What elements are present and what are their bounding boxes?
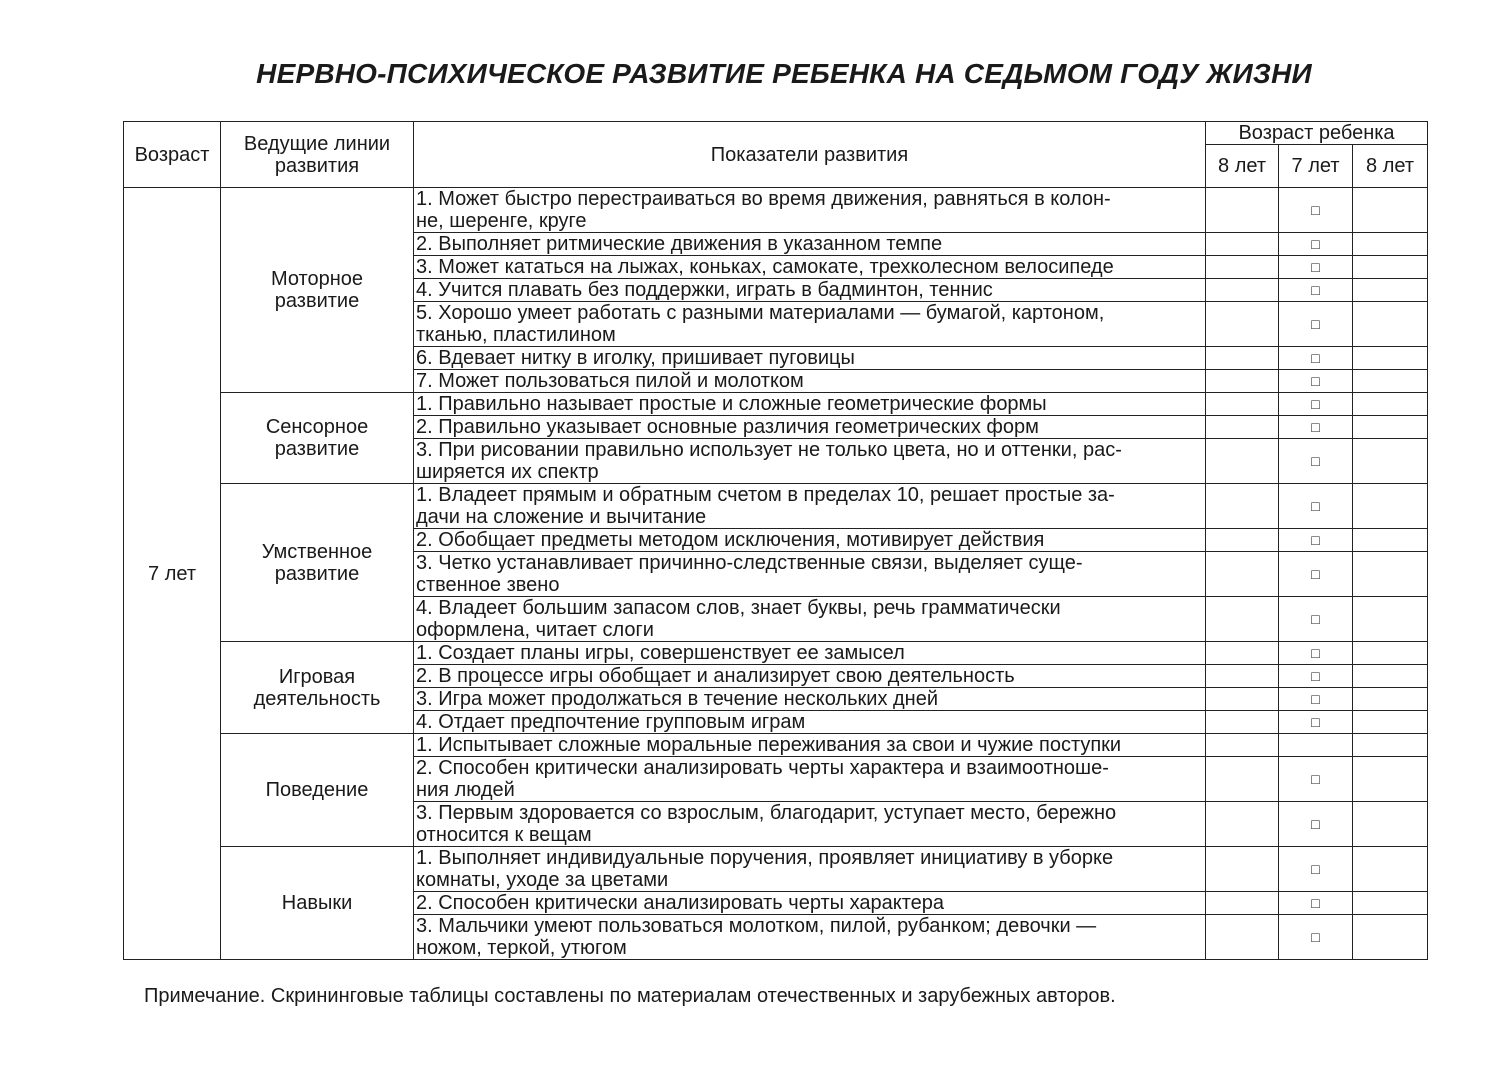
age-mark-cell bbox=[1353, 256, 1428, 279]
age-mark-cell bbox=[1206, 279, 1279, 302]
table-body bbox=[124, 188, 1428, 960]
age-mark-cell bbox=[1206, 347, 1279, 370]
age-mark-cell[interactable] bbox=[1279, 416, 1353, 439]
checkbox-icon[interactable]: □ bbox=[1311, 453, 1320, 469]
development-line-label: Навыки bbox=[281, 892, 353, 914]
indicator-text: 1. Может быстро перестраиваться во время движения, равняться в колон- не, шеренге, круге bbox=[414, 188, 1206, 233]
age-mark-cell bbox=[1353, 915, 1428, 960]
age-mark-cell[interactable] bbox=[1279, 688, 1353, 711]
checkbox-icon[interactable]: □ bbox=[1311, 282, 1320, 298]
age-mark-cell bbox=[1206, 597, 1279, 642]
indicator-text: 1. Выполняет индивидуальные поручения, проявляет инициативу в уборке комнаты, уходе за цветами bbox=[414, 847, 1206, 892]
screening-table bbox=[123, 121, 1428, 960]
age-mark-cell[interactable] bbox=[1279, 279, 1353, 302]
checkbox-icon[interactable]: □ bbox=[1311, 714, 1320, 730]
age-mark-cell bbox=[1353, 642, 1428, 665]
age-mark-cell bbox=[1206, 757, 1279, 802]
age-mark-cell[interactable] bbox=[1279, 892, 1353, 915]
age-mark-cell bbox=[1206, 302, 1279, 347]
header-lines bbox=[221, 122, 414, 188]
age-mark-cell bbox=[1206, 529, 1279, 552]
indicator-text: 1. Правильно называет простые и сложные геометрические формы bbox=[414, 393, 1206, 416]
age-mark-cell bbox=[1353, 188, 1428, 233]
header-col-2: 7 лет bbox=[1279, 145, 1353, 188]
checkbox-icon[interactable]: □ bbox=[1311, 532, 1320, 548]
table-row bbox=[124, 734, 1428, 757]
indicator-text: 1. Создает планы игры, совершенствует ее замысел bbox=[414, 642, 1206, 665]
indicator-text: 3. При рисовании правильно использует не только цвета, но и оттенки, рас- ширяется их спектр bbox=[414, 439, 1206, 484]
age-mark-cell bbox=[1353, 484, 1428, 529]
table-row bbox=[124, 642, 1428, 665]
checkbox-icon[interactable]: □ bbox=[1311, 861, 1320, 877]
age-mark-cell[interactable] bbox=[1279, 233, 1353, 256]
age-mark-cell[interactable] bbox=[1279, 439, 1353, 484]
age-mark-cell bbox=[1353, 439, 1428, 484]
age-mark-cell bbox=[1353, 233, 1428, 256]
age-mark-cell bbox=[1206, 484, 1279, 529]
footnote: Примечание. Скрининговые таблицы составлены по материалам отечественных и зарубежных авторов. bbox=[144, 985, 1116, 1007]
age-mark-cell bbox=[1353, 802, 1428, 847]
development-line-label: Сенсорное bbox=[265, 416, 369, 438]
checkbox-icon[interactable]: □ bbox=[1311, 350, 1320, 366]
age-mark-cell bbox=[1206, 256, 1279, 279]
age-cell: 7 лет bbox=[124, 188, 221, 960]
indicator-text: 2. Обобщает предметы методом исключения, мотивирует действия bbox=[414, 529, 1206, 552]
age-mark-cell bbox=[1206, 892, 1279, 915]
age-mark-cell[interactable] bbox=[1279, 256, 1353, 279]
indicator-text: 1. Владеет прямым и обратным счетом в пределах 10, решает простые за- дачи на сложение и вычитание bbox=[414, 484, 1206, 529]
age-mark-cell[interactable] bbox=[1279, 302, 1353, 347]
age-mark-cell[interactable] bbox=[1279, 188, 1353, 233]
indicator-text: 7. Может пользоваться пилой и молотком bbox=[414, 370, 1206, 393]
indicator-text: 3. Мальчики умеют пользоваться молотком, пилой, рубанком; девочки — ножом, теркой, утюгом bbox=[414, 915, 1206, 960]
header-col-3: 8 лет bbox=[1353, 145, 1428, 188]
checkbox-icon[interactable]: □ bbox=[1311, 816, 1320, 832]
indicator-text: 3. Первым здоровается со взрослым, благодарит, уступает место, бережно относится к вещам bbox=[414, 802, 1206, 847]
development-line bbox=[221, 188, 414, 393]
age-mark-cell bbox=[1206, 439, 1279, 484]
age-mark-cell bbox=[1206, 734, 1279, 757]
header-lines-line2: развития bbox=[274, 154, 360, 177]
age-mark-cell bbox=[1353, 688, 1428, 711]
indicator-text: 2. Правильно указывает основные различия геометрических форм bbox=[414, 416, 1206, 439]
age-mark-cell[interactable] bbox=[1279, 370, 1353, 393]
age-mark-cell bbox=[1206, 416, 1279, 439]
checkbox-icon[interactable]: □ bbox=[1311, 373, 1320, 389]
age-mark-cell[interactable] bbox=[1279, 802, 1353, 847]
checkbox-icon[interactable]: □ bbox=[1311, 668, 1320, 684]
age-mark-cell bbox=[1353, 370, 1428, 393]
age-mark-cell bbox=[1206, 665, 1279, 688]
age-mark-cell bbox=[1353, 347, 1428, 370]
checkbox-icon[interactable]: □ bbox=[1311, 929, 1320, 945]
age-mark-cell[interactable] bbox=[1279, 757, 1353, 802]
indicator-text: 2. В процессе игры обобщает и анализирует свою деятельность bbox=[414, 665, 1206, 688]
age-mark-cell[interactable] bbox=[1279, 642, 1353, 665]
development-line bbox=[221, 642, 414, 734]
checkbox-icon[interactable]: □ bbox=[1311, 316, 1320, 332]
age-mark-cell bbox=[1353, 892, 1428, 915]
age-mark-cell bbox=[1279, 734, 1353, 757]
development-line-label: Поведение bbox=[265, 779, 369, 801]
development-line-label: Игровая bbox=[278, 665, 356, 688]
checkbox-icon[interactable]: □ bbox=[1311, 645, 1320, 661]
checkbox-icon[interactable]: □ bbox=[1311, 419, 1320, 435]
indicator-text: 4. Владеет большим запасом слов, знает буквы, речь грамматически оформлена, читает слоги bbox=[414, 597, 1206, 642]
age-mark-cell bbox=[1206, 802, 1279, 847]
checkbox-icon[interactable]: □ bbox=[1311, 895, 1320, 911]
age-mark-cell bbox=[1353, 529, 1428, 552]
checkbox-icon[interactable]: □ bbox=[1311, 396, 1320, 412]
development-line-label: Моторное bbox=[270, 268, 364, 290]
indicator-text: 2. Способен критически анализировать черты характера и взаимоотноше- ния людей bbox=[414, 757, 1206, 802]
checkbox-icon[interactable]: □ bbox=[1311, 771, 1320, 787]
indicator-text: 5. Хорошо умеет работать с разными материалами — бумагой, картоном, тканью, пластилином bbox=[414, 302, 1206, 347]
age-mark-cell bbox=[1353, 597, 1428, 642]
age-mark-cell[interactable] bbox=[1279, 665, 1353, 688]
checkbox-icon[interactable]: □ bbox=[1311, 202, 1320, 218]
development-line bbox=[221, 484, 414, 642]
checkbox-icon[interactable]: □ bbox=[1311, 566, 1320, 582]
age-mark-cell bbox=[1353, 665, 1428, 688]
indicator-text: 4. Отдает предпочтение групповым играм bbox=[414, 711, 1206, 734]
development-line-label: развитие bbox=[274, 562, 360, 585]
age-mark-cell bbox=[1353, 847, 1428, 892]
age-mark-cell bbox=[1206, 915, 1279, 960]
development-line bbox=[221, 734, 414, 847]
age-mark-cell[interactable] bbox=[1279, 393, 1353, 416]
checkbox-icon[interactable]: □ bbox=[1311, 691, 1320, 707]
age-mark-cell bbox=[1353, 711, 1428, 734]
checkbox-icon[interactable]: □ bbox=[1311, 611, 1320, 627]
indicator-text: 6. Вдевает нитку в иголку, пришивает пуговицы bbox=[414, 347, 1206, 370]
development-line bbox=[221, 847, 414, 960]
age-mark-cell bbox=[1206, 233, 1279, 256]
age-mark-cell bbox=[1206, 552, 1279, 597]
header-child-age: Возраст ребенка bbox=[1206, 122, 1428, 145]
indicator-text: 2. Способен критически анализировать черты характера bbox=[414, 892, 1206, 915]
age-mark-cell bbox=[1353, 279, 1428, 302]
header-lines-line1: Ведущие линии bbox=[243, 132, 391, 155]
indicator-text: 3. Может кататься на лыжах, коньках, самокате, трехколесном велосипеде bbox=[414, 256, 1206, 279]
checkbox-icon[interactable]: □ bbox=[1311, 498, 1320, 514]
age-mark-cell bbox=[1206, 847, 1279, 892]
development-line-label: деятельность bbox=[253, 687, 381, 710]
age-mark-cell[interactable] bbox=[1279, 552, 1353, 597]
table-row bbox=[124, 847, 1428, 892]
development-line-label: Умственное bbox=[261, 540, 373, 563]
indicator-text: 3. Четко устанавливает причинно-следственные связи, выделяет суще- ственное звено bbox=[414, 552, 1206, 597]
age-mark-cell bbox=[1206, 370, 1279, 393]
age-mark-cell[interactable] bbox=[1279, 847, 1353, 892]
page-title: НЕРВНО-ПСИХИЧЕСКОЕ РАЗВИТИЕ РЕБЕНКА НА СЕДЬМОМ ГОДУ ЖИЗНИ bbox=[256, 58, 1312, 89]
age-mark-cell bbox=[1353, 416, 1428, 439]
age-mark-cell bbox=[1353, 393, 1428, 416]
age-mark-cell[interactable] bbox=[1279, 915, 1353, 960]
age-mark-cell[interactable] bbox=[1279, 529, 1353, 552]
age-mark-cell[interactable] bbox=[1279, 484, 1353, 529]
development-line-label: развитие bbox=[274, 290, 360, 312]
header-col-1: 8 лет bbox=[1206, 145, 1279, 188]
indicator-text: 2. Выполняет ритмические движения в указанном темпе bbox=[414, 233, 1206, 256]
age-mark-cell bbox=[1206, 688, 1279, 711]
age-mark-cell[interactable] bbox=[1279, 597, 1353, 642]
table-row bbox=[124, 393, 1428, 416]
age-mark-cell bbox=[1206, 188, 1279, 233]
checkbox-icon[interactable]: □ bbox=[1311, 236, 1320, 252]
indicator-text: 3. Игра может продолжаться в течение нескольких дней bbox=[414, 688, 1206, 711]
header-age: Возраст bbox=[124, 122, 221, 188]
age-mark-cell bbox=[1206, 642, 1279, 665]
indicator-text: 4. Учится плавать без поддержки, играть в бадминтон, теннис bbox=[414, 279, 1206, 302]
indicator-text: 1. Испытывает сложные моральные переживания за свои и чужие поступки bbox=[414, 734, 1206, 757]
age-mark-cell bbox=[1353, 734, 1428, 757]
age-mark-cell[interactable] bbox=[1279, 347, 1353, 370]
age-mark-cell bbox=[1353, 757, 1428, 802]
header-indicators: Показатели развития bbox=[414, 122, 1206, 188]
age-mark-cell bbox=[1353, 552, 1428, 597]
table-row bbox=[124, 188, 1428, 233]
development-line-label: развитие bbox=[274, 438, 360, 460]
checkbox-icon[interactable]: □ bbox=[1311, 259, 1320, 275]
age-mark-cell bbox=[1206, 711, 1279, 734]
age-mark-cell bbox=[1353, 302, 1428, 347]
table-row bbox=[124, 484, 1428, 529]
age-mark-cell bbox=[1206, 393, 1279, 416]
age-mark-cell[interactable] bbox=[1279, 711, 1353, 734]
development-line bbox=[221, 393, 414, 484]
